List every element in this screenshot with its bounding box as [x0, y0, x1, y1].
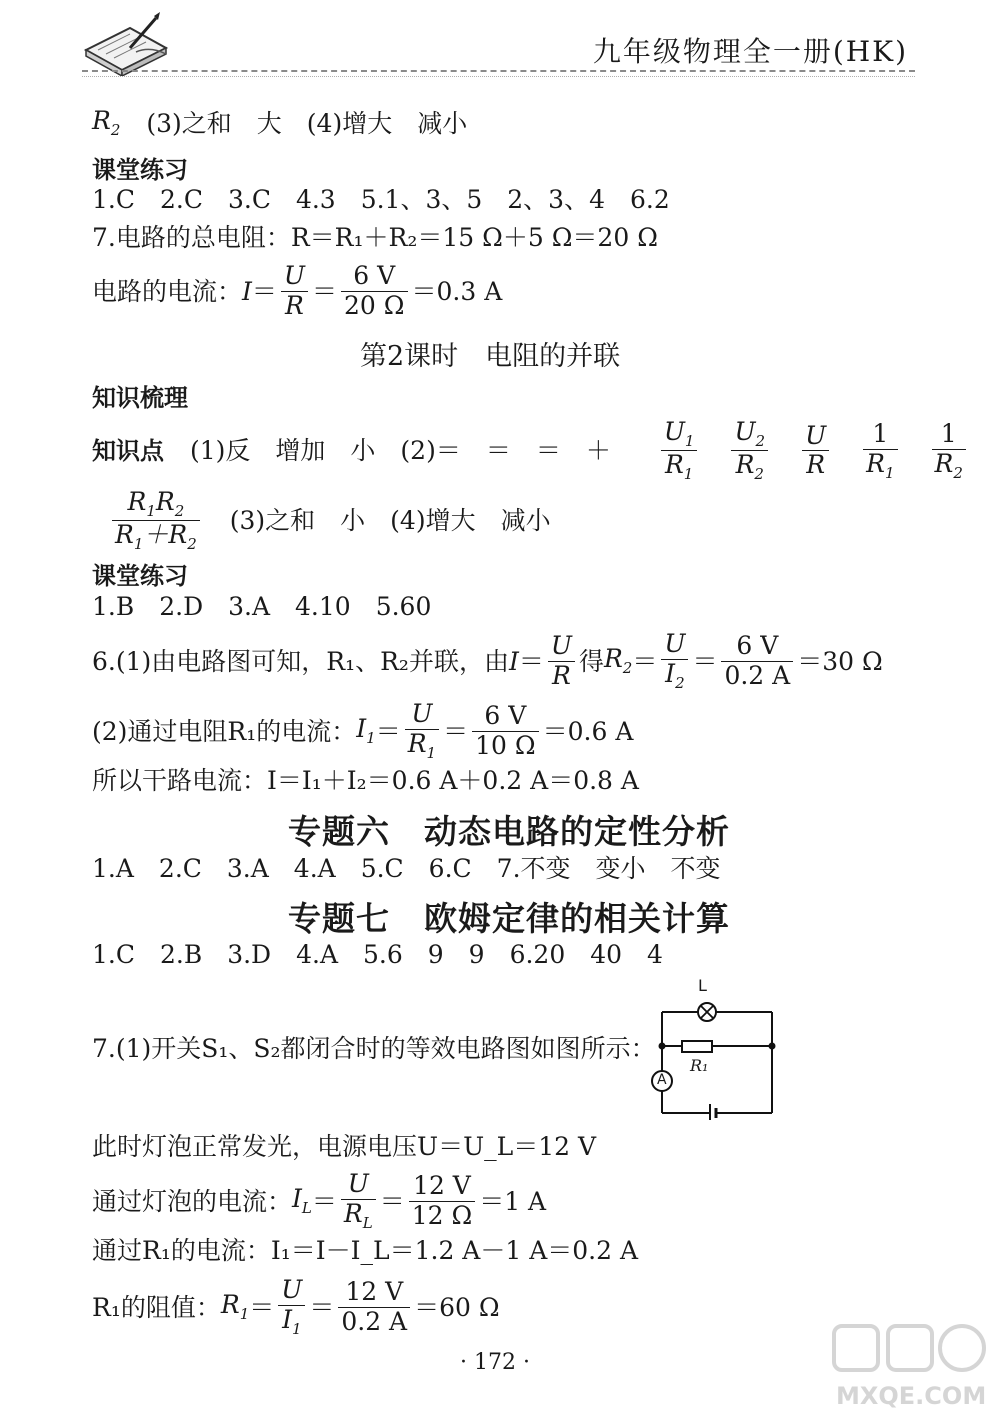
- fraction-12v-0-2a: $\frac{12 V}{0.2 A}$: [338, 1278, 410, 1337]
- r1-resistance-label: R₁的阻值：: [92, 1292, 221, 1322]
- fraction-6v-10ohm: $\frac{6 V}{10 \Omega}$: [472, 702, 539, 761]
- q7-total-resistance: 7.电路的总电阻：R＝R₁＋R₂＝15 Ω＋5 Ω＝20 Ω: [92, 223, 658, 252]
- watermark-text: MXQE.COM: [836, 1382, 987, 1410]
- topic-7-title: 专题七 欧姆定律的相关计算: [288, 899, 730, 938]
- r2-symbol: $R_2$: [92, 106, 121, 139]
- lamp-current-result: ＝1 A: [479, 1186, 547, 1216]
- topic-7-q7-part1: 7.(1)开关S₁、S₂都闭合时的等效电路图如图所示：: [92, 1034, 656, 1063]
- fraction-u-i2: $\frac{U}{I_2}$: [661, 630, 688, 692]
- q6-part1-result: ＝30 Ω: [797, 646, 883, 676]
- fraction-1-r2: $\frac{1}{R_2}$: [932, 420, 966, 482]
- circuit-ammeter-label: A: [657, 1072, 667, 1088]
- page-number: · 172 ·: [460, 1350, 530, 1375]
- header-divider-2: [82, 76, 915, 77]
- knowledge-line-2: [108, 488, 551, 554]
- q6-part3: 所以干路电流：I＝I₁＋I₂＝0.6 A＋0.2 A＝0.8 A: [92, 766, 639, 795]
- q7-current-result: ＝0.3 A: [411, 276, 503, 306]
- header-title: 九年级物理全一册(HK): [592, 35, 908, 68]
- knowledge-point-text: (1)反 增加 小 (2)＝ ＝ ＝ ＋: [190, 436, 611, 466]
- practice-heading-1: 课堂练习: [92, 156, 188, 184]
- q6-part2-prefix: (2)通过电阻R₁的电流：: [92, 716, 357, 746]
- header-logo-icon: [78, 6, 178, 76]
- fraction-u1-r1: $\frac{U_1}{R_1}$: [661, 418, 698, 484]
- fraction-u-i1: $\frac{U}{I_1}$: [278, 1276, 305, 1338]
- lamp-current-label: 通过灯泡的电流：: [92, 1186, 293, 1216]
- fraction-12v-12ohm: $\frac{12 V}{12 \Omega}$: [409, 1172, 476, 1231]
- q6-part2-result: ＝0.6 A: [542, 716, 634, 746]
- practice-heading-2: 课堂练习: [92, 562, 188, 590]
- q7-current-label: 电路的电流：: [92, 276, 243, 306]
- topic-7-r1-resistance: R₁的阻值： $R_1$ ＝ $\frac{U}{I_1}$ ＝ $\frac{12 V}{0.2 A}$ ＝60 Ω: [92, 1275, 500, 1338]
- fraction-u2-r2: $\frac{U_2}{R_2}$: [731, 418, 768, 484]
- knowledge-heading: 知识梳理: [92, 384, 188, 412]
- q6-part2: (2)通过电阻R₁的电流： $I_1$ ＝ $\frac{U}{R_1}$ ＝ $\frac{6 V}{10 \Omega}$ ＝0.6 A: [92, 699, 634, 762]
- circuit-diagram: [638, 970, 783, 1120]
- fraction-6v-over-20ohm: $\frac{6 V}{20 \Omega}$: [341, 262, 408, 321]
- fraction-u-rl: $\frac{U}{R_L}$: [341, 1170, 376, 1232]
- fraction-u-r-ohm: $\frac{U}{R}$: [548, 632, 575, 691]
- circuit-resistor-label: R₁: [690, 1056, 709, 1075]
- topic-7-r1-current: 通过R₁的电流：I₁＝I－I_L＝1.2 A－1 A＝0.2 A: [92, 1236, 639, 1265]
- top-line-1-text: (3)之和 大 (4)增大 减小: [146, 108, 468, 138]
- header-divider: [82, 70, 915, 72]
- fraction-u-r: $\frac{U}{R}$: [802, 422, 829, 481]
- topic-6-title: 专题六 动态电路的定性分析: [288, 812, 730, 851]
- r1-resistance-result: ＝60 Ω: [414, 1292, 500, 1322]
- topic-7-answers: 1.C 2.B 3.D 4.A 5.6 9 9 6.20 40 4: [92, 940, 663, 969]
- topic-7-voltage-line: 此时灯泡正常发光，电源电压U＝U_L＝12 V: [92, 1132, 597, 1161]
- topic-6-answers: 1.A 2.C 3.A 4.A 5.C 6.C 7.不变 变小 不变: [92, 854, 721, 883]
- q7-current-line: 电路的电流： I ＝ $\frac{U}{R}$ ＝ $\frac{6 V}{20 \Omega}$ ＝0.3 A: [92, 261, 503, 320]
- fraction-u-r1: $\frac{U}{R_1}$: [405, 700, 439, 762]
- topic-7-lamp-current: 通过灯泡的电流： $I_L$ ＝ $\frac{U}{R_L}$ ＝ $\frac{12 V}{12 \Omega}$ ＝1 A: [92, 1169, 547, 1232]
- fraction-6v-0-2a: $\frac{6 V}{0.2 A}$: [721, 632, 793, 691]
- circuit-lamp-label: L: [698, 976, 707, 995]
- fraction-u-over-r: $\frac{U}{R}$: [281, 262, 308, 321]
- knowledge-point-line: [92, 418, 970, 484]
- knowledge-line-2-text: (3)之和 小 (4)增大 减小: [229, 506, 551, 536]
- fraction-parallel-resistance: $\frac{R_1R_2}{R_1+R_2}$: [112, 488, 200, 554]
- lesson-2-title: 第2课时 电阻的并联: [360, 341, 621, 372]
- top-line-1: [92, 108, 467, 138]
- watermark-logo: [830, 1320, 990, 1415]
- q6-part1-prefix: 6.(1)由电路图可知，R₁、R₂并联，由: [92, 646, 509, 676]
- answers-2: 1.B 2.D 3.A 4.10 5.60: [92, 592, 432, 621]
- answers-1: 1.C 2.C 3.C 4.3 5.1、3、5 2、3、4 6.2: [92, 185, 670, 214]
- q6-part1: 6.(1)由电路图可知，R₁、R₂并联，由 I ＝ $\frac{U}{R}$ 得 $R_2$ ＝ $\frac{U}{I_2}$ ＝ $\frac{6 V}{0.2 A}$ ＝30 Ω: [92, 629, 883, 692]
- q6-part1-mid: 得: [578, 646, 604, 676]
- fraction-1-r1: $\frac{1}{R_1}$: [863, 420, 897, 482]
- knowledge-point-label: 知识点: [92, 436, 164, 465]
